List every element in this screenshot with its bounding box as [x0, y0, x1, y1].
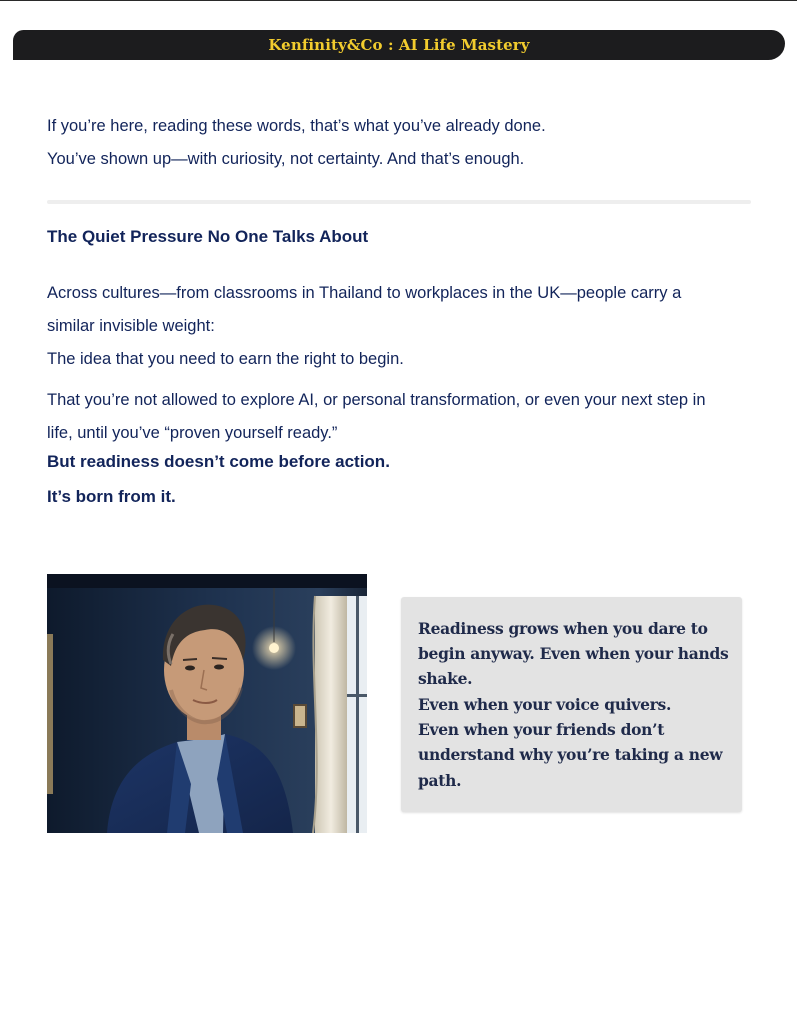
- intro-line-1: If you’re here, reading these words, that’s what you’ve already done.: [47, 117, 546, 135]
- portrait-photo: [47, 574, 367, 833]
- quote-line: Even when your friends don’t: [418, 720, 665, 739]
- top-rule: [0, 0, 797, 1]
- quote-line: path.: [418, 771, 462, 790]
- brand-title: Kenfinity&Co : AI Life Mastery: [268, 36, 530, 54]
- quote-line: Readiness grows when you dare to: [418, 619, 708, 638]
- emphasis-line-2: It’s born from it.: [47, 487, 176, 506]
- paragraph-line: Across cultures—from classrooms in Thailand to workplaces in the UK—people carry a: [47, 284, 682, 302]
- quote-line: begin anyway. Even when your hands: [418, 644, 729, 663]
- paragraph-line: life, until you’ve “proven yourself ready.”: [47, 424, 338, 442]
- paragraph-line: The idea that you need to earn the right to begin.: [47, 350, 404, 368]
- quote-line: Even when your voice quivers.: [418, 695, 672, 714]
- section-divider: [47, 200, 751, 204]
- section-heading: The Quiet Pressure No One Talks About: [47, 227, 369, 246]
- header-banner: [13, 30, 785, 60]
- intro-line-2: You’ve shown up—with curiosity, not certainty. And that’s enough.: [47, 150, 525, 168]
- emphasis-line-1: But readiness doesn’t come before action.: [47, 452, 390, 471]
- quote-line: shake.: [418, 669, 473, 688]
- paragraph-line: That you’re not allowed to explore AI, or personal transformation, or even your next step in: [47, 391, 706, 409]
- paragraph-line: similar invisible weight:: [47, 317, 215, 335]
- quote-line: understand why you’re taking a new: [418, 745, 723, 764]
